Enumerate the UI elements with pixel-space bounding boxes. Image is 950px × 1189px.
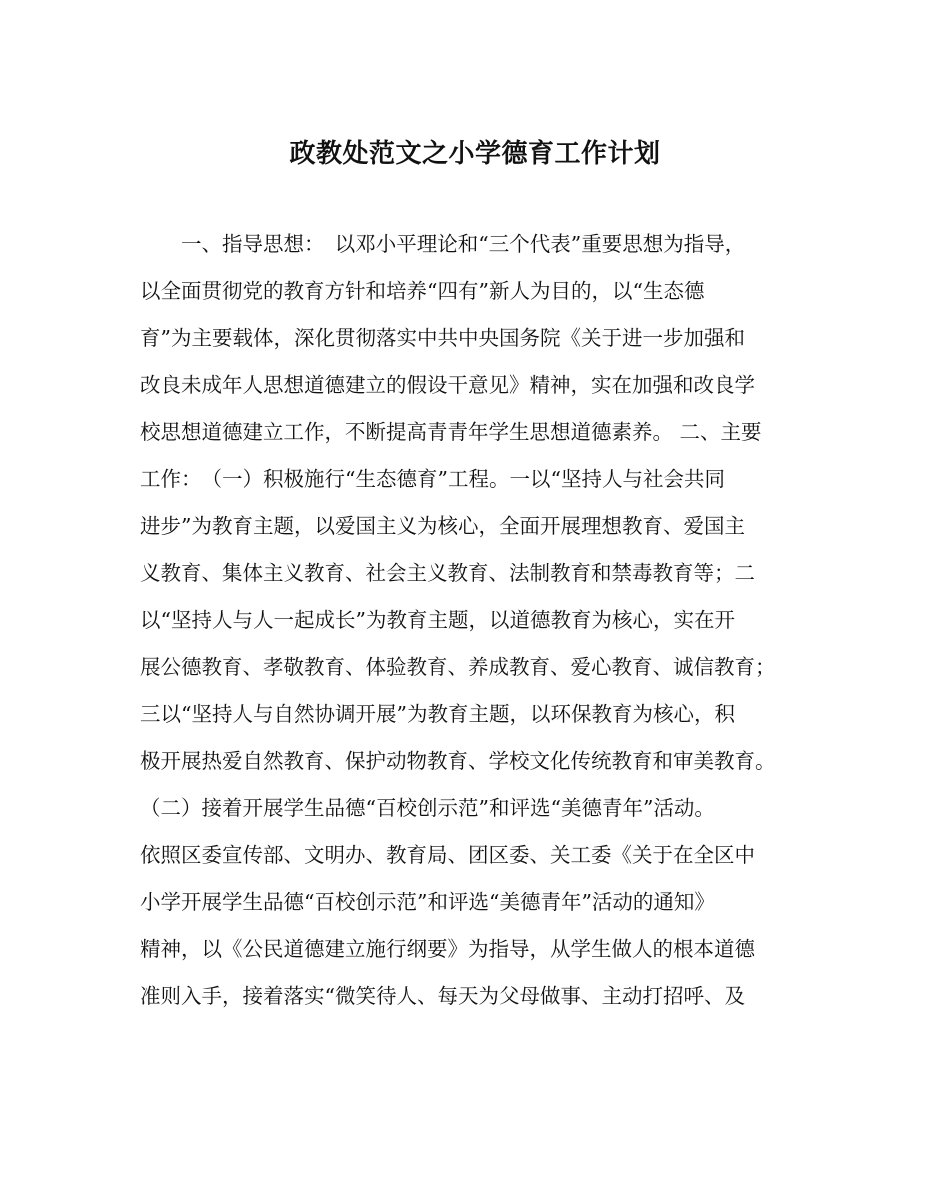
body-line: 小学开展学生品德“百校创示范”和评选“美德青年”活动的通知》 bbox=[140, 890, 715, 914]
body-line: 准则入手，接着落实“微笑待人、每天为父母做事、主动打招呼、及 bbox=[140, 984, 745, 1008]
body-line: 依照区委宣传部、文明办、教育局、团区委、关工委《关于在全区中 bbox=[140, 843, 755, 867]
body-line: 改良未成年人思想道德建立的假设干意见》精神，实在加强和改良学 bbox=[140, 373, 755, 397]
body-line: 育”为主要载体，深化贯彻落实中共中央国务院《关于进一步加强和 bbox=[140, 326, 745, 350]
document-title: 政教处范文之小学德育工作计划 bbox=[289, 139, 661, 169]
body-line: 极开展热爱自然教育、保护动物教育、学校文化传统教育和审美教育。 bbox=[140, 749, 776, 773]
body-line: 精神，以《公民道德建立施行纲要》为指导，从学生做人的根本道德 bbox=[140, 937, 755, 961]
body-line: 工作： （一）积极施行“生态德育”工程。一以“坚持人与社会共同 bbox=[140, 467, 725, 491]
body-line: 义教育、集体主义教育、社会主义教育、法制教育和禁毒教育等；二 bbox=[140, 561, 755, 585]
document-body bbox=[140, 221, 820, 1020]
body-line: 展公德教育、孝敬教育、体验教育、养成教育、爱心教育、诚信教育； bbox=[140, 655, 776, 679]
body-line: 一、指导思想： 以邓小平理论和“三个代表”重要思想为指导， bbox=[140, 232, 746, 256]
body-line: 三以“坚持人与自然协调开展”为教育主题，以环保教育为核心，积 bbox=[140, 702, 735, 726]
body-line: （二）接着开展学生品德“百校创示范”和评选“美德青年”活动。 bbox=[140, 796, 715, 820]
body-line: 以全面贯彻党的教育方针和培养“四有”新人为目的，以“生态德 bbox=[140, 279, 705, 303]
body-line: 进步”为教育主题，以爱国主义为核心，全面开展理想教育、爱国主 bbox=[140, 514, 745, 538]
body-line: 校思想道德建立工作，不断提高青青年学生思想道德素养。 二、主要 bbox=[140, 420, 762, 444]
body-line: 以“坚持人与人一起成长”为教育主题，以道德教育为核心，实在开 bbox=[140, 608, 735, 632]
